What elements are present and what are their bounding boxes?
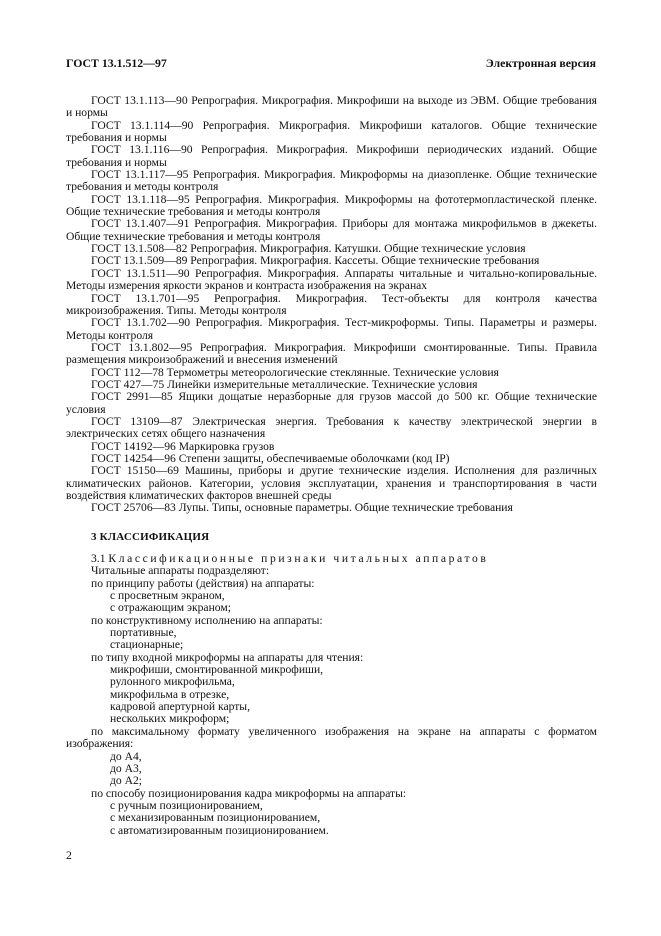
group-item: нескольких микроформ; xyxy=(110,712,230,726)
reference-item: ГОСТ 14254—96 Степени защиты, обеспечиваемые оболочками (код IP) xyxy=(91,451,450,465)
reference-item: ГОСТ 14192—96 Маркировка грузов xyxy=(91,439,275,453)
reference-item: ГОСТ 13.1.407—91 Репрография. Микрография. Приборы для монтажа микрофильмов в джекеты. Общие технические требования и методы контроля xyxy=(66,217,597,243)
reference-item: ГОСТ 13.1.114—90 Репрография. Микрография. Микрофиши каталогов. Общие технические требования и нормы xyxy=(66,118,597,145)
reference-item: ГОСТ 13.1.113—90 Репрография. Микрография. Микрофиши на выходе из ЭВМ. Общие требования и нормы xyxy=(66,94,597,120)
group-item: до А2; xyxy=(110,774,142,788)
group-item: с отражающим экраном; xyxy=(110,601,231,615)
classification-section xyxy=(66,553,597,837)
group-item: до А3, xyxy=(110,761,142,775)
clause-intro: Читальные аппараты подразделяют: xyxy=(91,564,270,578)
group-item: кадровой апертурной карты, xyxy=(110,700,250,714)
reference-item: ГОСТ 2991—85 Ящики дощатые неразборные для грузов массой до 500 кг. Общие технические условия xyxy=(66,390,597,416)
reference-item: ГОСТ 112—78 Термометры метеорологические стеклянные. Технические условия xyxy=(91,365,499,379)
clause-number: 3.1 xyxy=(91,552,106,565)
group-heading: по конструктивному исполнению на аппараты: xyxy=(91,613,323,627)
group-item: с просветным экраном, xyxy=(110,589,225,603)
group-heading: по максимальному формату увеличенного изображения на экране на аппараты с форматом изображения: xyxy=(66,724,597,751)
group-item: с механизированным позиционированием, xyxy=(110,811,321,825)
clause-title: Классификационные признаки читальных аппаратов xyxy=(108,552,489,565)
group-heading: по типу входной микроформы на аппараты для чтения: xyxy=(91,650,364,664)
reference-item: ГОСТ 15150—69 Машины, приборы и другие технические изделия. Исполнения для различных климатических районов. Категории, условия эксплуатации, хранения и транспортирования в части воздействия климатических факторов внешней среды xyxy=(66,464,597,502)
group-item: портативные, xyxy=(110,626,177,640)
group-item: стационарные; xyxy=(110,638,184,652)
page-number: 2 xyxy=(66,848,72,862)
group-item: рулонного микрофильма, xyxy=(110,675,235,689)
group-item: с автоматизированным позиционированием. xyxy=(110,823,329,837)
section-heading: 3 КЛАССИФИКАЦИЯ xyxy=(91,531,210,543)
group-heading: по принципу работы (действия) на аппараты: xyxy=(91,576,315,590)
group-item: до А4, xyxy=(110,749,142,763)
reference-item: ГОСТ 13.1.118—95 Репрография. Микрография. Микроформы на фототермопластической пленке. Общие технические требования и методы контроля xyxy=(66,192,597,219)
normative-references-list xyxy=(66,95,597,515)
reference-item: ГОСТ 13.1.511—90 Репрография. Микрография. Аппараты читальные и читально-копировальные. Методы измерения яркости экранов и контраста изображения на экранах xyxy=(66,266,597,293)
reference-item: ГОСТ 13.1.508—82 Репрография. Микрография. Катушки. Общие технические условия xyxy=(91,242,526,256)
reference-item: ГОСТ 13.1.701—95 Репрография. Микрография. Тест-объекты для контроля качества микроизображения. Типы. Методы контроля xyxy=(66,291,597,317)
group-item: микрофильма в отрезке, xyxy=(110,687,230,701)
reference-item: ГОСТ 13.1.702—90 Репрография. Микрография. Тест-микроформы. Типы. Параметры и размеры. Методы контроля xyxy=(66,316,597,342)
group-heading: по способу позиционирования кадра микроформы на аппараты: xyxy=(91,786,407,800)
reference-item: ГОСТ 13.1.509—89 Репрография. Микрография. Кассеты. Общие технические требования xyxy=(91,254,540,268)
reference-item: ГОСТ 25706—83 Лупы. Типы, основные параметры. Общие технические требования xyxy=(91,501,513,515)
reference-item: ГОСТ 13109—87 Электрическая энергия. Требования к качеству электрической энергии в электрических сетях общего назначения xyxy=(66,414,597,441)
reference-item: ГОСТ 427—75 Линейки измерительные металлические. Технические условия xyxy=(91,377,478,391)
header-standard-code: ГОСТ 13.1.512—97 xyxy=(66,56,167,70)
header-edition-label: Электронная версия xyxy=(485,56,596,70)
group-item: с ручным позиционированием, xyxy=(110,798,263,812)
group-item: микрофиши, смонтированной микрофиши, xyxy=(110,663,324,677)
reference-item: ГОСТ 13.1.117—95 Репрография. Микрография. Микроформы на диазопленке. Общие технические требования и методы контроля xyxy=(66,168,597,194)
reference-item: ГОСТ 13.1.802—95 Репрография. Микрография. Микрофиши смонтированные. Типы. Правила размещения микроизображений и внесения изменений xyxy=(66,340,597,367)
reference-item: ГОСТ 13.1.116—90 Репрография. Микрография. Микрофиши периодических изданий. Общие требования и нормы xyxy=(66,143,597,169)
